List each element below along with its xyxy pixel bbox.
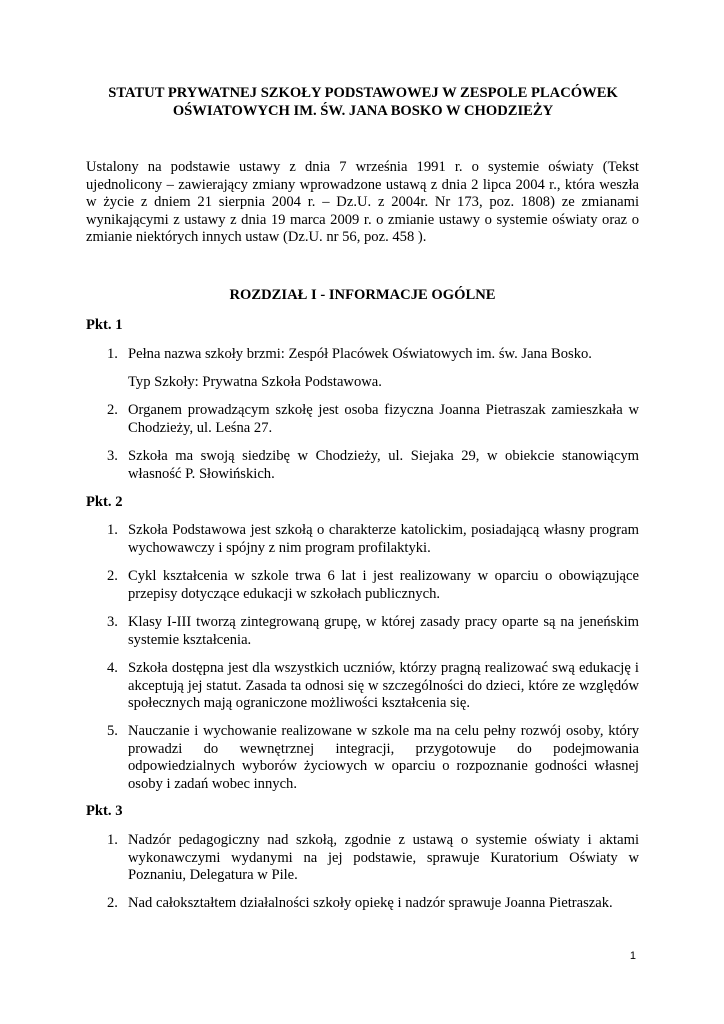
list-item-number: 1. (107, 832, 118, 848)
list-item-text: Pełna nazwa szkoły brzmi: Zespół Placówek Oświatowych im. św. Jana Bosko. (128, 346, 592, 362)
list-item-number: 2. (107, 402, 118, 418)
section-heading-pkt-2: Pkt. 2 (86, 494, 123, 510)
list-item-text: Organem prowadzącym szkołę jest osoba fizyczna Joanna Pietraszak zamieszkała w Chodzieży, ul. Leśna 27. (128, 402, 639, 436)
list-item-number: 1. (107, 346, 118, 362)
list-item-text: Nauczanie i wychowanie realizowane w szkole ma na celu pełny rozwój osoby, który prowadzi do wewnętrznej integracji, przygotowuje do podejmowania odpowiedzialnych wyborów życiowych w oparciu o rozpoznanie godności własnej osoby i zadań wobec innych. (128, 723, 639, 792)
list-item-text: Szkoła dostępna jest dla wszystkich uczniów, którzy pragną realizować swą edukację i akceptują jej statut. Zasada ta odnosi się w szczególności do dzieci, które ze względów społecznych mają ograniczone możliwości kształcenia się. (128, 660, 639, 712)
list-item-number: 4. (107, 660, 118, 676)
list-item (107, 448, 639, 483)
list-item-text: Szkoła ma swoją siedzibę w Chodzieży, ul. Siejaka 29, w obiekcie stanowiącym własność P. Słowińskich. (128, 448, 639, 482)
page-number: 1 (629, 950, 636, 962)
section-heading-pkt-1: Pkt. 1 (86, 317, 123, 333)
list-item-number: 2. (107, 895, 118, 911)
list-item-subtext: Typ Szkoły: Prywatna Szkoła Podstawowa. (128, 374, 382, 390)
list-item-number: 5. (107, 723, 118, 739)
list-item-text: Nad całokształtem działalności szkoły opiekę i nadzór sprawuje Joanna Pietraszak. (128, 895, 613, 911)
list-item (107, 895, 639, 913)
list-item-number: 1. (107, 522, 118, 538)
list-item-number: 2. (107, 568, 118, 584)
list-item-number: 3. (107, 614, 118, 630)
list-item (107, 522, 639, 557)
document-title: STATUT PRYWATNEJ SZKOŁY PODSTAWOWEJ W ZESPOLE PLACÓWEK OŚWIATOWYCH IM. ŚW. JANA BOSKO W CHODZIEŻY (108, 85, 618, 119)
intro-paragraph: Ustalony na podstawie ustawy z dnia 7 września 1991 r. o systemie oświaty (Tekst ujednolicony – zawierający zmiany wprowadzone ustawą z dnia 2 lipca 2004 r., która weszła w życie z dniem 21 sierpnia 2004 r. – Dz.U. z 2004r. Nr 173, poz. 1808) ze zmianami wynikającymi z ustawy z dnia 19 marca 2009 r. o zmianie ustawy o systemie oświaty oraz o zmianie niektórych innych ustaw (Dz.U. nr 56, poz. 458 ). (86, 159, 639, 246)
list-item (107, 402, 639, 437)
list-item (107, 723, 639, 793)
section-heading-pkt-3: Pkt. 3 (86, 803, 123, 819)
list-item (107, 614, 639, 649)
list-item (107, 660, 639, 713)
list-item (107, 832, 639, 885)
list-item-text: Klasy I-III tworzą zintegrowaną grupę, w której zasady pracy oparte są na jeneńskim systemie kształcenia. (128, 614, 639, 648)
list-item-number: 3. (107, 448, 118, 464)
list-item (107, 346, 639, 364)
list-item (107, 568, 639, 603)
list-item-text: Nadzór pedagogiczny nad szkołą, zgodnie z ustawą o systemie oświaty i aktami wykonawczymi wydanymi na jej podstawie, sprawuje Kuratorium Oświaty w Poznaniu, Delegatura w Pile. (128, 832, 639, 884)
list-item-text: Cykl kształcenia w szkole trwa 6 lat i jest realizowany w oparciu o obowiązujące przepisy dotyczące edukacji w szkołach publicznych. (128, 568, 639, 602)
list-item-text: Szkoła Podstawowa jest szkołą o charakterze katolickim, posiadającą własny program wychowawczy i spójny z nim program profilaktyki. (128, 522, 639, 556)
chapter-title: ROZDZIAŁ I - INFORMACJE OGÓLNE (229, 287, 496, 303)
